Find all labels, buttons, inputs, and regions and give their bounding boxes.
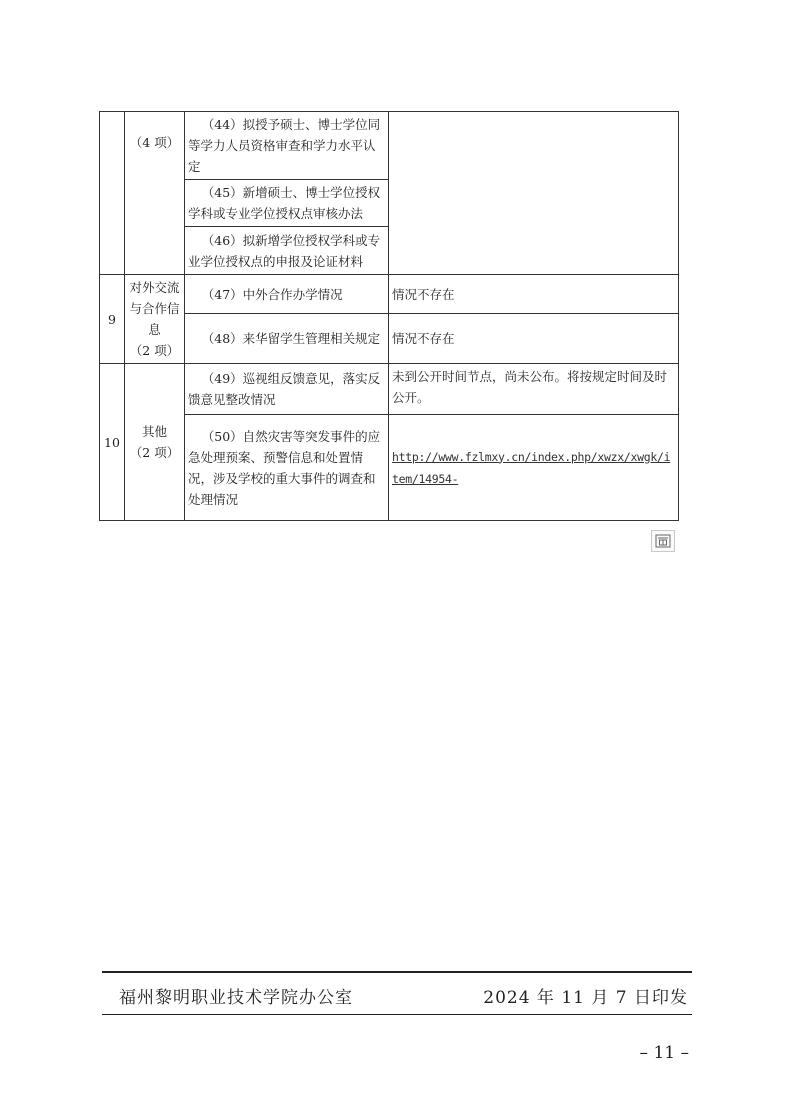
category-line: 对外交流 [129, 280, 180, 295]
document-stamp-icon-glyph [655, 534, 671, 548]
category-line: 与合作信 [129, 301, 180, 316]
table-row [100, 275, 679, 314]
footer-top-rule [102, 971, 692, 973]
item-cell: （50）自然灾害等突发事件的应急处理预案、预警信息和处置情况，涉及学校的重大事件的调查和处理情况 [185, 415, 389, 521]
row-number [100, 112, 125, 275]
category-line: （4 项） [129, 135, 180, 150]
disclosure-table [99, 111, 679, 521]
footer-date: 2024 年 11 月 7 日印发 [483, 988, 688, 1008]
row-number: 10 [100, 364, 125, 521]
item-cell: （45）新增硕士、博士学位授权学科或专业学位授权点审核办法 [185, 180, 389, 227]
footer-bottom-rule [102, 1014, 692, 1015]
category-line: （2 项） [129, 445, 180, 460]
category-cell [125, 364, 185, 521]
status-cell: 未到公开时间节点，尚未公布。将按规定时间及时公开。 [389, 364, 679, 415]
category-line: 其他 [141, 424, 167, 439]
item-cell: （49）巡视组反馈意见，落实反馈意见整改情况 [185, 364, 389, 415]
status-cell [389, 415, 679, 521]
status-link[interactable]: http://www.fzlmxy.cn/index.php/xwzx/xwgk/item/14954- [392, 449, 671, 486]
footer-issuer: 福州黎明职业技术学院办公室 [119, 988, 353, 1008]
category-line: （2 项） [129, 343, 180, 358]
category-cell [125, 112, 185, 275]
item-cell: （46）拟新增学位授权学科或专业学位授权点的申报及论证材料 [185, 227, 389, 275]
row-number: 9 [100, 275, 125, 364]
status-cell: 情况不存在 [389, 314, 679, 364]
item-cell: （44）拟授予硕士、博士学位同等学力人员资格审查和学力水平认定 [185, 112, 389, 180]
table-row [100, 112, 679, 180]
item-cell: （47）中外合作办学情况 [185, 275, 389, 314]
item-cell: （48）来华留学生管理相关规定 [185, 314, 389, 364]
status-cell [389, 112, 679, 275]
status-cell: 情况不存在 [389, 275, 679, 314]
table-row [100, 415, 679, 521]
category-cell [125, 275, 185, 364]
page-number: – 11 – [639, 1043, 689, 1063]
document-stamp-icon[interactable] [651, 530, 675, 552]
table-row [100, 314, 679, 364]
table-row [100, 364, 679, 415]
category-line: 息 [148, 322, 161, 337]
